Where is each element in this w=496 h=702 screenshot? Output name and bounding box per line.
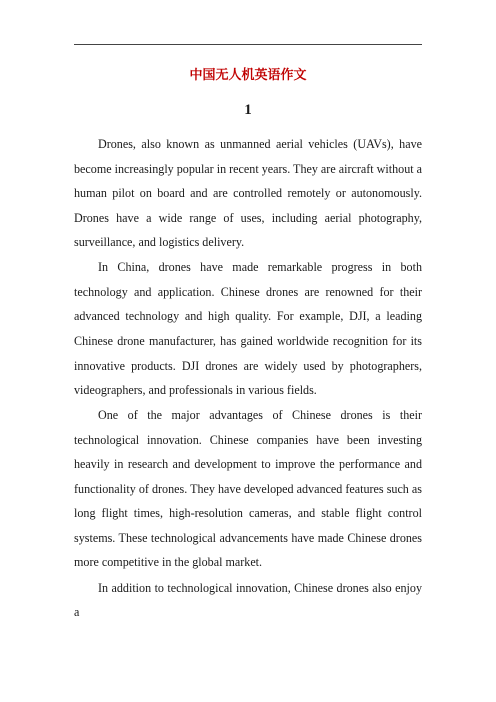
body-text (74, 132, 422, 625)
section-number: 1 (244, 102, 252, 118)
paragraph: One of the major advantages of Chinese drones is their technological innovation. Chinese companies have been investing heavily in research and development to improve the performance and functionality of drones. They have developed advanced features such as long flight times, high-resolution cameras, and stable flight control systems. These technological advancements have made Chinese drones more competitive in the global market. (74, 408, 422, 570)
paragraph: Drones, also known as unmanned aerial vehicles (UAVs), have become increasingly popular in recent years. They are aircraft without a human pilot on board and are controlled remotely or autonomously. Drones have a wide range of uses, including aerial photography, surveillance, and logistics delivery. (74, 137, 422, 250)
paragraph: In addition to technological innovation, Chinese drones also enjoy a (74, 580, 422, 620)
document-title: 中国无人机英语作文 (189, 68, 307, 83)
paragraph: In China, drones have made remarkable progress in both technology and application. Chinese drones are renowned for their advanced technology and high quality. For example, DJI, a leading Chinese drone manufacturer, has gained worldwide recognition for its innovative products. DJI drones are widely used by photographers, videographers, and professionals in various fields. (74, 260, 422, 398)
header-rule (74, 44, 422, 45)
